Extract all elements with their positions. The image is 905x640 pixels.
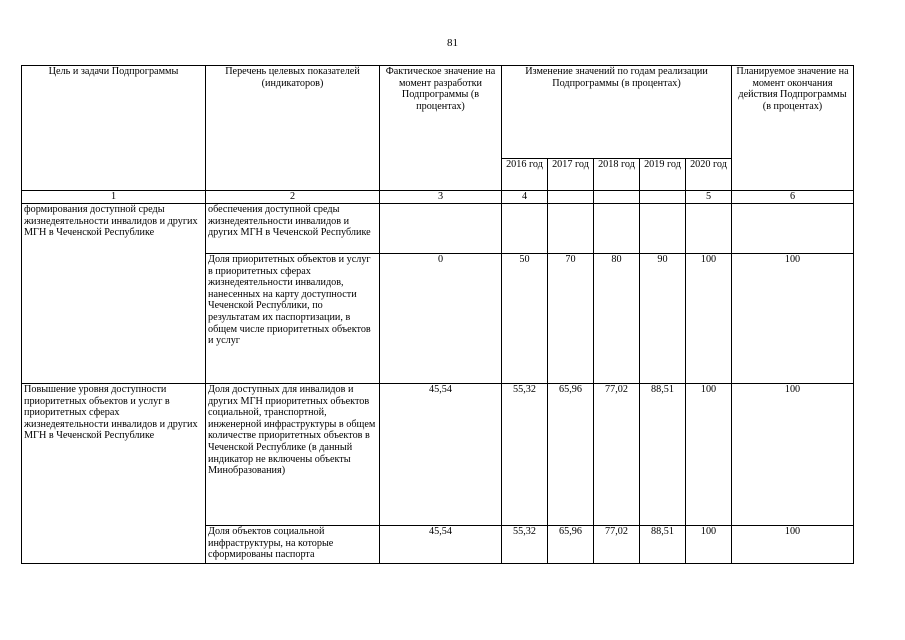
planned-value-cell: 100 xyxy=(732,254,854,384)
year-value-cell: 100 xyxy=(686,526,732,564)
indicator-cell: Доля приоритетных объектов и услуг в приоритетных сферах жизнедеятельности инвалидов, нанесенных на карту доступности Чеченской Республики, по результатам их паспортизации, в общем числе приоритетных объектов и услуг xyxy=(206,254,380,384)
table-row xyxy=(22,204,854,254)
year-value-cell: 77,02 xyxy=(594,384,640,526)
header-goal: Цель и задачи Подпрограммы xyxy=(22,66,206,191)
header-year-2017: 2017 год xyxy=(548,159,594,191)
header-year-2020: 2020 год xyxy=(686,159,732,191)
header-year-2016: 2016 год xyxy=(502,159,548,191)
year-value-cell: 55,32 xyxy=(502,526,548,564)
header-yearly-change: Изменение значений по годам реализации Подпрограммы (в процентах) xyxy=(502,66,732,159)
planned-value-cell: 100 xyxy=(732,384,854,526)
year-value-cell xyxy=(686,204,732,254)
header-planned-value: Планируемое значение на момент окончания действия Подпрограммы (в процентах) xyxy=(732,66,854,191)
column-number: 3 xyxy=(380,191,502,204)
actual-value-cell xyxy=(380,204,502,254)
column-number xyxy=(640,191,686,204)
column-number: 6 xyxy=(732,191,854,204)
column-number: 5 xyxy=(686,191,732,204)
year-value-cell xyxy=(548,204,594,254)
year-value-cell xyxy=(640,204,686,254)
year-value-cell: 65,96 xyxy=(548,526,594,564)
column-number xyxy=(594,191,640,204)
year-value-cell: 50 xyxy=(502,254,548,384)
indicator-cell: обеспечения доступной среды жизнедеятельности инвалидов и других МГН в Чеченской Республике xyxy=(206,204,380,254)
header-actual-value: Фактическое значение на момент разработки Подпрограммы (в процентах) xyxy=(380,66,502,191)
header-year-2018: 2018 год xyxy=(594,159,640,191)
actual-value-cell: 45,54 xyxy=(380,526,502,564)
year-value-cell: 100 xyxy=(686,384,732,526)
year-value-cell: 70 xyxy=(548,254,594,384)
column-number-row xyxy=(22,191,854,204)
planned-value-cell: 100 xyxy=(732,526,854,564)
year-value-cell xyxy=(594,204,640,254)
column-number: 4 xyxy=(502,191,548,204)
indicator-cell: Доля доступных для инвалидов и других МГН приоритетных объектов социальной, транспортной, инженерной инфраструктуры в общем количестве приоритетных объектов в Чеченской Республике (в данный индикатор не включены объекты Минобразования) xyxy=(206,384,380,526)
indicator-cell xyxy=(206,526,380,564)
year-value-cell: 88,51 xyxy=(640,384,686,526)
table-row xyxy=(22,384,854,526)
goal-cell: формирования доступной среды жизнедеятельности инвалидов и других МГН в Чеченской Республике xyxy=(22,204,206,384)
header-indicators: Перечень целевых показателей (индикаторов) xyxy=(206,66,380,191)
year-value-cell: 65,96 xyxy=(548,384,594,526)
year-value-cell: 80 xyxy=(594,254,640,384)
year-value-cell: 90 xyxy=(640,254,686,384)
page-number: 81 xyxy=(447,37,458,49)
year-value-cell: 88,51 xyxy=(640,526,686,564)
year-value-cell: 55,32 xyxy=(502,384,548,526)
column-number: 2 xyxy=(206,191,380,204)
header-year-2019: 2019 год xyxy=(640,159,686,191)
goal-cell: Повышение уровня доступности приоритетных объектов и услуг в приоритетных сферах жизнедеятельности инвалидов и других МГН в Чеченской Республике xyxy=(22,384,206,564)
year-value-cell: 100 xyxy=(686,254,732,384)
planned-value-cell xyxy=(732,204,854,254)
indicators-table xyxy=(21,65,854,564)
column-number xyxy=(548,191,594,204)
indicator-text: Доля объектов социальной инфраструктуры, на которые сформированы паспорта xyxy=(208,526,334,561)
actual-value-cell: 0 xyxy=(380,254,502,384)
year-value-cell: 77,02 xyxy=(594,526,640,564)
column-number: 1 xyxy=(22,191,206,204)
actual-value-cell: 45,54 xyxy=(380,384,502,526)
year-value-cell xyxy=(502,204,548,254)
